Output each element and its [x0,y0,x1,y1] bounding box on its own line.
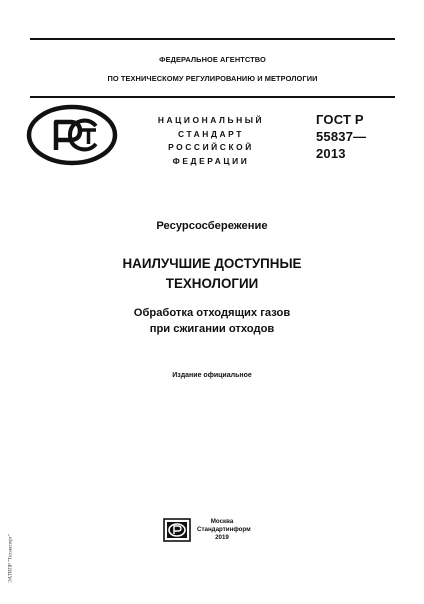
publisher-name: Стандартинформ [197,526,251,533]
national-standard-label [146,114,276,168]
national-line: НАЦИОНАЛЬНЫЙ [157,115,265,125]
publisher-city: Москва [210,518,234,525]
publisher-info [197,518,251,542]
gost-line2: 55837— [316,129,367,144]
agency-name-line2: ПО ТЕХНИЧЕСКОМУ РЕГУЛИРОВАНИЮ И МЕТРОЛОГИИ [107,74,318,83]
gost-line1: ГОСТ Р [316,112,364,127]
top-divider [30,38,395,40]
category-title: Ресурсосбережение [156,220,268,232]
gost-r-emblem-icon [26,104,118,166]
national-line: ФЕДЕРАЦИИ [172,155,250,166]
standartinform-logo-icon [163,518,191,542]
standard-number [316,111,366,162]
national-line: СТАНДАРТ [178,128,244,139]
agency-name-line1: ФЕДЕРАЛЬНОЕ АГЕНТСТВО [159,55,266,64]
main-title-line2: ТЕХНОЛОГИИ [165,276,259,291]
publisher-year: 2019 [215,534,229,541]
side-watermark-note: ЭАТИПР "Техэксперт" [8,534,14,583]
subtitle-line1: Обработка отходящих газов [133,307,291,319]
header-divider [30,96,395,98]
national-line: РОССИЙСКОЙ [168,142,254,153]
main-title [0,254,424,294]
main-title-line1: НАИЛУЧШИЕ ДОСТУПНЫЕ [122,256,302,271]
subtitle [0,305,424,337]
subtitle-line2: при сжигании отходов [149,323,275,335]
gost-line3: 2013 [316,146,346,161]
edition-label: Издание официальное [172,372,252,379]
